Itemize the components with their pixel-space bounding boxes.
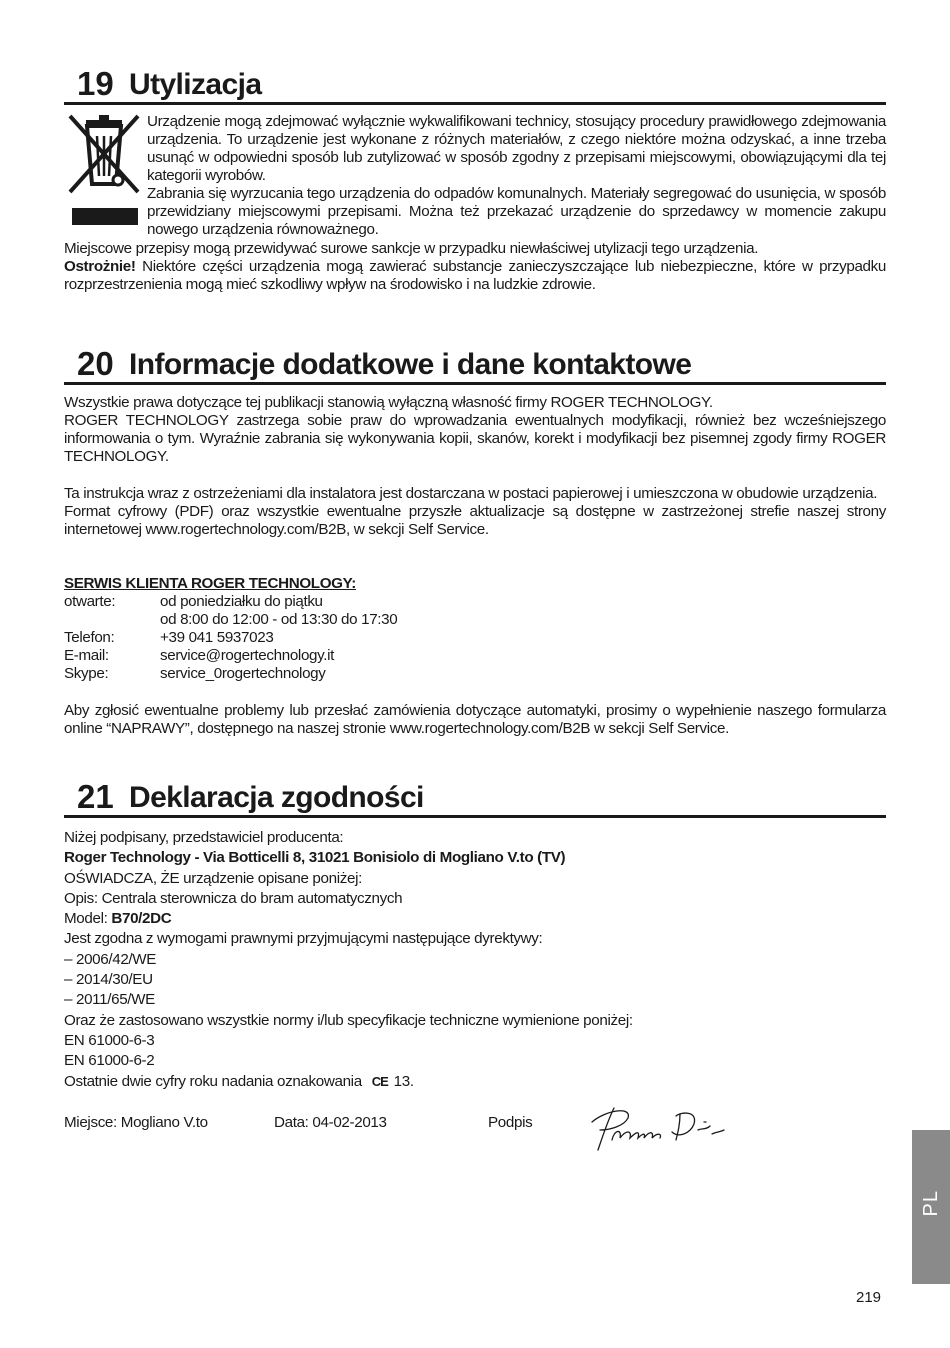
info-paragraph-2: ROGER TECHNOLOGY zastrzega sobie praw do wprowadzania ewentualnych modyfikacji, również bez wcześniejszego informowania o tym. Wyraźnie zabrania się wykonywania kopii, skanów, korekt i modyfikacji bez pisemnej zgody firmy ROGER TECHNOLOGY. bbox=[64, 412, 886, 465]
section-number: 21 bbox=[77, 778, 114, 815]
declaration-text bbox=[64, 828, 886, 1092]
language-code: PL bbox=[919, 1190, 942, 1217]
info-text bbox=[64, 394, 886, 466]
date: Data: 04-02-2013 bbox=[274, 1114, 387, 1131]
section-title: Deklaracja zgodności bbox=[129, 781, 424, 814]
contact-value: service_0rogertechnology bbox=[160, 665, 326, 682]
info-paragraph-1: Wszystkie prawa dotyczące tej publikacji stanowią wyłączną własność firmy ROGER TECHNOLOGY. bbox=[64, 394, 713, 411]
section-21-heading bbox=[64, 769, 886, 818]
model-value: B70/2DC bbox=[111, 910, 172, 928]
declaration-line: Oraz że zastosowano wszystkie normy i/lub specyfikacje techniczne wymienione poniżej: bbox=[64, 1011, 633, 1029]
contact-label: Skype: bbox=[64, 665, 109, 682]
warning-label: Ostrożnie! bbox=[64, 258, 136, 275]
norm-item: EN 61000-6-2 bbox=[64, 1052, 155, 1070]
section-number: 19 bbox=[77, 65, 114, 102]
disposal-warning bbox=[64, 240, 886, 294]
declaration-line: Niżej podpisany, przedstawiciel producenta: bbox=[64, 829, 344, 846]
disposal-paragraph-3: Miejscowe przepisy mogą przewidywać surowe sankcje w przypadku niewłaściwej utylizacji tego urządzenia. bbox=[64, 240, 759, 257]
customer-service bbox=[64, 575, 886, 683]
info-paragraph-4: Format cyfrowy (PDF) oraz wszystkie ewentualne przyszłe aktualizacje są dostępne w zastrzeżonej strefie naszej strony internetowej www.rogertechnology.com/B2B, w sekcji Self Service. bbox=[64, 503, 886, 538]
section-title: Utylizacja bbox=[129, 68, 262, 101]
contact-row bbox=[64, 665, 886, 683]
norm-item: EN 61000-6-3 bbox=[64, 1031, 155, 1049]
disposal-paragraph-1: Urządzenie mogą zdejmować wyłącznie wykwalifikowani technicy, stosujący procedury prawidłowego zdejmowania urządzenia. To urządzenie jest wykonane z różnych materiałów, z czego niektóre można odzyskać, a inne trzeba usunąć w odpowiedni sposób lub zutylizować w sposób zgodny z przepisami miejscowymi, obowiązującymi dla tej kategorii wyrobów. bbox=[147, 113, 886, 184]
contact-label: Telefon: bbox=[64, 629, 115, 646]
directive-item: – 2014/30/EU bbox=[64, 971, 153, 989]
contact-value: od 8:00 do 12:00 - od 13:30 do 17:30 bbox=[160, 611, 398, 628]
contact-row bbox=[64, 593, 886, 611]
contact-value: service@rogertechnology.it bbox=[160, 647, 335, 664]
directive-item: – 2006/42/WE bbox=[64, 950, 157, 968]
manufacturer-address: Roger Technology - Via Botticelli 8, 31021 Bonisiolo di Mogliano V.to (TV) bbox=[64, 849, 566, 867]
contact-value: od poniedziałku do piątku bbox=[160, 593, 323, 610]
contact-row bbox=[64, 647, 886, 665]
warning-text: Niektóre części urządzenia mogą zawierać substancje zanieczyszczające lub niebezpieczne, które w przypadku rozprzestrzenienia mogą mieć szkodliwy wpływ na środowisko i na ludzkie zdrowie. bbox=[64, 258, 886, 293]
language-tab bbox=[912, 1130, 950, 1284]
contact-label bbox=[64, 611, 160, 629]
place: Miejsce: Mogliano V.to bbox=[64, 1114, 208, 1131]
declaration-line: OŚWIADCZA, ŻE urządzenie opisane poniżej: bbox=[64, 869, 362, 887]
declaration-line: Opis: Centrala sterownicza do bram automatycznych bbox=[64, 889, 403, 907]
manual-text bbox=[64, 485, 886, 539]
repair-text bbox=[64, 702, 886, 738]
model-line: Model: B70/2DC bbox=[64, 910, 172, 928]
contact-value: +39 041 5937023 bbox=[160, 629, 274, 646]
signature-label: Podpis bbox=[488, 1114, 533, 1131]
page-number: 219 bbox=[856, 1289, 882, 1306]
contact-label: otwarte: bbox=[64, 593, 116, 610]
declaration-line: Jest zgodna z wymogami prawnymi przyjmującymi następujące dyrektywy: bbox=[64, 930, 543, 948]
disposal-text bbox=[147, 113, 886, 239]
signature-image bbox=[580, 1100, 730, 1156]
section-number: 20 bbox=[77, 345, 114, 382]
contact-label: E-mail: bbox=[64, 647, 109, 664]
section-title: Informacje dodatkowe i dane kontaktowe bbox=[129, 348, 692, 381]
ce-mark-icon: CE bbox=[371, 1073, 388, 1089]
service-title: SERWIS KLIENTA ROGER TECHNOLOGY: bbox=[64, 575, 356, 592]
directive-item: – 2011/65/WE bbox=[64, 991, 155, 1009]
section-19-heading bbox=[64, 56, 886, 105]
section-20-heading bbox=[64, 336, 886, 385]
info-paragraph-3: Ta instrukcja wraz z ostrzeżeniami dla instalatora jest dostarczana w postaci papierowej i umieszczona w obudowie urządzenia. bbox=[64, 485, 878, 502]
disposal-paragraph-2: Zabrania się wyrzucania tego urządzenia do odpadów komunalnych. Materiały segregować do usunięcia, w sposób przewidziany miejscowymi przepisami. Można też przekazać urządzenie do sprzedawcy w momencie zakupu nowego urządzenia równoważnego. bbox=[147, 185, 886, 238]
contact-row bbox=[64, 611, 886, 629]
contact-row bbox=[64, 629, 886, 647]
warning-paragraph bbox=[64, 258, 886, 294]
weee-icon bbox=[66, 110, 142, 228]
info-paragraph-5: Aby zgłosić ewentualne problemy lub przesłać zamówienia dotyczące automatyki, prosimy o wypełnienie naszego formularza online “NAPRAWY”, dostępnego na naszej stronie www.rogertechnology.com/B2B w sekcji Self Service. bbox=[64, 702, 886, 737]
ce-line: Ostatnie dwie cyfry roku nadania oznakowania CE 13. bbox=[64, 1072, 414, 1090]
